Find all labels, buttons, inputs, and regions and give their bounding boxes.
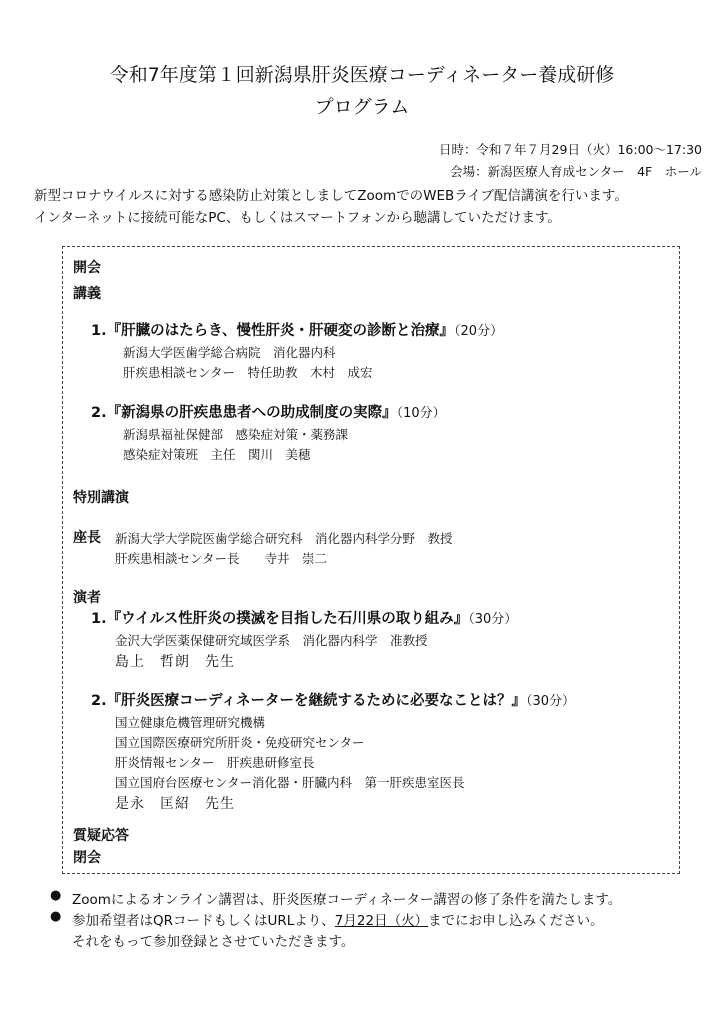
- lecture-1-title: [91, 319, 503, 340]
- talk-2-speaker-name: 是永 匡紹 先生: [115, 796, 235, 812]
- note-3: それをもって参加登録とさせていただきます。: [72, 934, 355, 950]
- note-2-pre: 参加希望者はQRコードもしくはURLより、: [72, 913, 335, 929]
- program-box: [62, 246, 680, 874]
- talk-1-title-text: 『ウイルス性肝炎の撲滅を目指した石川県の取り組み』: [106, 611, 469, 627]
- event-venue: 会場：新潟医療人育成センター 4F ホール: [450, 164, 702, 179]
- talk-1-duration: （30分）: [468, 612, 518, 627]
- chair-label: 座長: [73, 530, 101, 546]
- lecture-1-number: 1.: [91, 323, 107, 339]
- note-2: [72, 909, 604, 929]
- lecture-1-affiliation: 新潟大学医歯学総合病院 消化器内科: [123, 345, 336, 360]
- talk-2-title-text: 『肝炎医療コーディネーターを継続するために必要なことは？』: [106, 693, 526, 709]
- talk-2-affiliation-3: 肝炎情報センター 肝疾患研修室長: [115, 755, 315, 770]
- bullet-2: ●: [50, 909, 62, 924]
- chair-name: 肝疾患相談センター長 寺井 崇二: [115, 551, 328, 566]
- talk-2-number: 2.: [91, 693, 107, 709]
- talk-1-affiliation: 金沢大学医薬保健研究域医学系 消化器内科学 准教授: [115, 633, 428, 648]
- note-2-post: までにお申し込みください。: [428, 913, 604, 929]
- lecture-2-affiliation: 新潟県福祉保健部 感染症対策・薬務課: [123, 427, 349, 442]
- lecture-2-speaker: 感染症対策班 主任 関川 美穂: [123, 447, 311, 462]
- lecture-heading: 講義: [73, 286, 101, 302]
- talk-2-affiliation-4: 国立国府台医療センター消化器・肝臓内科 第一肝疾患室医長: [115, 775, 465, 790]
- speaker-heading: 演者: [73, 590, 101, 606]
- talk-2-duration: （30分）: [525, 694, 575, 709]
- lecture-1-speaker: 肝疾患相談センター 特任助教 木村 成宏: [123, 365, 373, 380]
- talk-2-title: [91, 689, 575, 710]
- talk-2-affiliation-2: 国立国際医療研究所肝炎・免疫研究センター: [115, 735, 365, 750]
- talk-1-title: [91, 607, 517, 628]
- intro-line1: 新型コロナウイルスに対する感染防止対策としましてZoomでのWEBライブ配信講演を行います。: [34, 188, 628, 204]
- lecture-2-duration: （10分）: [396, 406, 446, 421]
- note-1: Zoomによるオンライン講習は、肝炎医療コーディネーター講習の修了条件を満たします。: [72, 892, 622, 908]
- lecture-1-title-text: 『肝臓のはたらき、慢性肝炎・肝硬変の診断と治療』: [106, 323, 455, 339]
- lecture-2-number: 2.: [91, 405, 107, 421]
- special-lecture-heading: 特別講演: [73, 490, 129, 506]
- lecture-1-duration: （20分）: [454, 324, 504, 339]
- talk-2-affiliation-1: 国立健康危機管理研究機構: [115, 715, 266, 730]
- lecture-2-title: [91, 401, 446, 422]
- lecture-2-title-text: 『新潟県の肝疾患患者への助成制度の実際』: [106, 405, 397, 421]
- bullet-1: ●: [50, 888, 62, 903]
- opening-label: 開会: [73, 260, 101, 276]
- event-datetime: 日時：令和７年７月29日（火）16:00～17:30: [439, 142, 702, 157]
- talk-1-number: 1.: [91, 611, 107, 627]
- qa-label: 質疑応答: [73, 828, 129, 844]
- title-line1: 令和7年度第１回新潟県肝炎医療コーディネーター養成研修: [109, 64, 615, 86]
- talk-1-speaker-name: 島上 哲朗 先生: [115, 654, 235, 670]
- intro-line2: インターネットに接続可能なPC、もしくはスマートフォンから聴講していただけます。: [34, 210, 561, 226]
- chair-affiliation: 新潟大学大学院医歯学総合研究科 消化器内科学分野 教授: [115, 531, 453, 546]
- closing-label: 閉会: [73, 850, 101, 866]
- title-line2: プログラム: [314, 96, 410, 118]
- note-2-deadline: 7月22日（火）: [334, 913, 429, 929]
